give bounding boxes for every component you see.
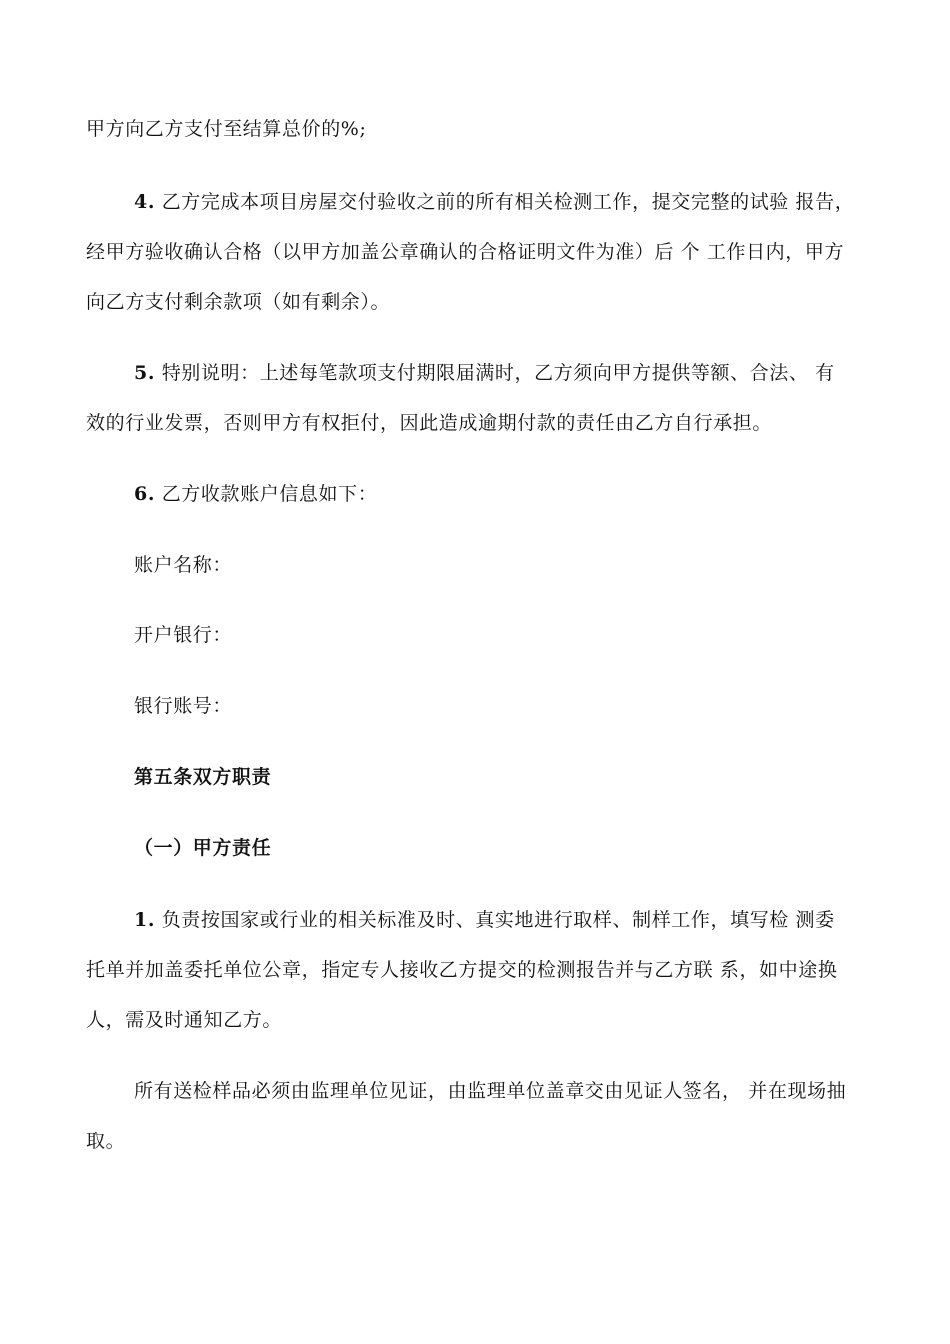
responsibility-1-line-2: 托单并加盖委托单位公章，指定专人接收乙方提交的检测报告并与乙方联 系，如中途换 (86, 959, 838, 981)
clause-5-line-2: 效的行业发票，否则甲方有权拒付，因此造成逾期付款的责任由乙方自行承担。 (86, 412, 773, 434)
responsibility-1-line-1 (134, 908, 876, 932)
clause-4-text-1: 乙方完成本项目房屋交付验收之前的所有相关检测工作，提交完整的试验 报告， (161, 191, 855, 213)
clause-4-line-2: 经甲方验收确认合格（以甲方加盖公章确认的合格证明文件为准）后 个 工作日内，甲方 (86, 241, 845, 263)
clause-5-line-1 (134, 361, 876, 385)
clause-6-text-1: 乙方收款账户信息如下： (161, 483, 378, 505)
section-1-heading: （一）甲方责任 (134, 837, 272, 859)
responsibility-1-number: 1. (134, 909, 156, 931)
clause-6-line-1 (134, 482, 876, 506)
account-name-label: 账户名称： (134, 554, 233, 576)
bank-label: 开户银行： (134, 624, 233, 646)
witness-line-2: 取。 (86, 1130, 126, 1152)
article-5-heading: 第五条双方职责 (134, 766, 272, 788)
responsibility-1-line-3: 人，需及时通知乙方。 (86, 1009, 283, 1031)
clause-4-line-1 (134, 190, 876, 214)
clause-5-number: 5. (134, 362, 156, 384)
witness-line-1: 所有送检样品必须由监理单位见证，由监理单位盖章交由见证人签名， 并在现场抽 (134, 1080, 847, 1102)
clause-6-number: 6. (134, 483, 156, 505)
clause-4-line-3: 向乙方支付剩余款项（如有剩余）。 (86, 291, 391, 313)
responsibility-1-text-1: 负责按国家或行业的相关标准及时、真实地进行取样、制样工作，填写检 测委 (161, 909, 835, 931)
clause-5-text-1: 特别说明：上述每笔款项支付期限届满时，乙方须向甲方提供等额、合法、 有 (161, 362, 835, 384)
paragraph-continuation: 甲方向乙方支付至结算总价的%; (86, 118, 367, 140)
account-number-label: 银行账号： (134, 695, 233, 717)
clause-4-number: 4. (134, 191, 156, 213)
